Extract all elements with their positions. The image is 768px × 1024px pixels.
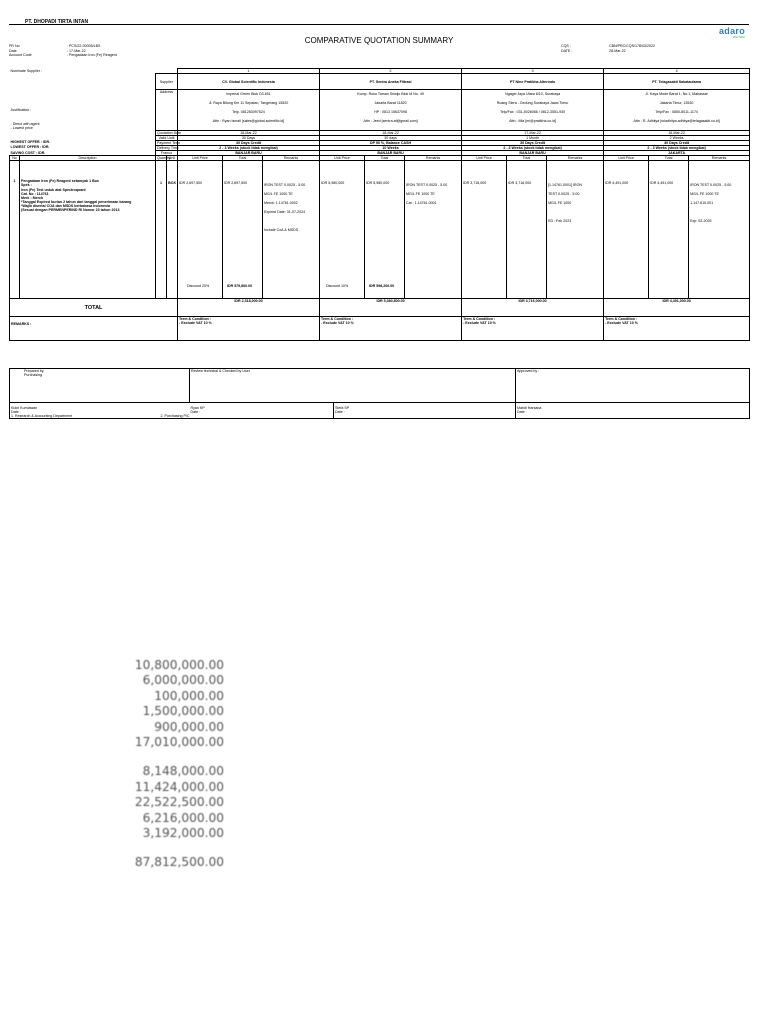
quotation-date-4: 16-Mar-22 (604, 130, 750, 135)
col-no: No (10, 156, 20, 161)
figures-column (108, 658, 224, 871)
valid-until-label: Valid Until (156, 135, 178, 140)
supplier-attn-4: Attn : R. Adhitya [sriadhitya.adhitya@telagasakti.co.id] (633, 119, 720, 124)
pr-no-label: PR No (9, 44, 20, 48)
purchasing-dept: 2. Purchasing PIC (160, 413, 190, 418)
remarks-1: IRON TEST 0.0025 - 5.00 MG/L FE 1000 TE Merck: 1.14761.0002 Expired Date: 31-07-2024 Include CoA & MSDS (263, 161, 320, 299)
supplier-index-4: 4 (604, 69, 750, 74)
header-rule (9, 24, 749, 25)
reviewer2-name: Stefa SP (335, 405, 350, 410)
cqs-number: CBN/PRC/CQS/178/03/2022 (609, 44, 655, 48)
figure-value: 22,522,500.00 (134, 795, 224, 810)
delivery-time-2: 10 Weeks (320, 145, 462, 150)
franco-label: Franco (156, 151, 178, 156)
date-label: Date (9, 48, 17, 53)
address-label: Address (156, 90, 178, 130)
valid-until-2: 30 days (320, 135, 462, 140)
supplier-name-2: PT. Sentra Aneka Filtrasi (320, 74, 462, 90)
discount-label-2: Discount 10% (326, 284, 349, 289)
col-unit-price-4: Unit Price (604, 156, 649, 161)
account-code-label: Account Code (9, 53, 32, 58)
valid-until-1: 30 Days (178, 135, 320, 140)
pr-date: : 17-Mar-22 (67, 48, 86, 53)
reviewer2-date: Date : (335, 409, 345, 414)
col-remarks-1: Remarks (263, 156, 320, 161)
supplier-address-1c: Telp. 081283097524 (232, 110, 265, 115)
col-unit-price-1: Unit Price (178, 156, 223, 161)
unit-price-4: IDR 4,491,000 (604, 161, 649, 299)
approver-date: Date : (517, 409, 527, 414)
supplier-address-2b: Jakarta Barat 11820 (374, 101, 407, 106)
prepared-name: Kukri Kurniawan (11, 405, 38, 410)
brand-logo: adaro WATER (718, 26, 745, 40)
cqs-date-label: DATE : (561, 48, 573, 53)
col-total-3: Total (507, 156, 547, 161)
cqs-meta-values (609, 44, 655, 53)
grand-total-1: IDR 2,318,000.00 (178, 299, 320, 317)
payment-term-1: 30 Days Credit (178, 140, 320, 145)
total-cell-1 (223, 161, 263, 299)
franco-3: BANJAR BARU (462, 151, 604, 156)
payment-term-label: Payment Term (157, 140, 181, 145)
total-4: IDR 4,491,000 (649, 161, 689, 299)
delivery-time-3: 2 - 3 Weeks (stock tidak mengikat) (462, 145, 604, 150)
figure-value: 6,000,000.00 (142, 673, 224, 688)
supplier-address-3b: Ruang Siera - Gedung Surabaya Jawa Timur (496, 101, 569, 106)
saving-cost: SAVING COST : IDR. (10, 150, 46, 155)
unit-price-cell-2 (320, 161, 365, 299)
supplier-address-4c: Telp/Fax : 0850-8011-1174 (655, 110, 698, 115)
pr-meta-values (67, 44, 117, 58)
supplier-name-3: PT Nine Pratikha Alterindo (462, 74, 604, 90)
supplier-attn-1: Attn : Ryan Ismail [sales@global-scientific.id] (212, 119, 285, 124)
total-2: IDR 5,980,000 (366, 181, 390, 186)
total-1: IDR 2,697,500 (224, 181, 248, 186)
supplier-index-2: 2 (320, 69, 462, 74)
supplier-address-3a: Ngagel Jaya Utara 6/10, Surabaya (505, 92, 561, 97)
col-quantity: Quantity (157, 156, 171, 161)
nominate-supplier: Nominate Supplier : (10, 68, 43, 73)
col-remarks-2: Remarks (405, 156, 462, 161)
lowest-price: - Lowest price (10, 125, 33, 130)
quotation-date-3: 17-Mar-22 (462, 130, 604, 135)
discount-value-1: IDR 579,800.00 (227, 284, 253, 289)
company-name: PT. DHOPADI TIRTA INTAN (25, 19, 89, 25)
cqs-label: CQS : (561, 44, 571, 48)
terms-1: Term & Condition : - Exclude VAT 10 % (178, 317, 320, 341)
item-unit: BOX (167, 161, 178, 299)
franco-2: BANJAR BARU (320, 151, 462, 156)
col-unit: Unit (167, 156, 178, 161)
figure-total: 87,812,500.00 (134, 855, 224, 870)
supplier-label: Supplier (156, 74, 178, 90)
approved-by-label: Approved by : (516, 369, 750, 403)
total-3: IDR 3,716,000 (507, 161, 547, 299)
valid-until-3: 1 Month (462, 135, 604, 140)
figure-value: 1,500,000.00 (142, 704, 224, 719)
item-no: 1 (10, 161, 20, 299)
supplier-name-4: PT. Telagasakti Sakatautama (604, 74, 750, 90)
grand-total-2: IDR 5,380,800.00 (320, 299, 462, 317)
unit-price-cell-1 (178, 161, 223, 299)
figure-value: 10,800,000.00 (134, 658, 224, 672)
item-quantity: 1 (156, 161, 167, 299)
col-description: Description (20, 156, 156, 161)
prepared-date: Date : (11, 409, 21, 414)
document-title: COMPARATIVE QUOTATION SUMMARY (304, 36, 454, 45)
col-remarks-3: Remarks (547, 156, 604, 161)
remarks-4: IRON TEST 0.0025 - 5.00 MG/L FE 1000 TE 1.147.610.001 Exp: 02-2025 (689, 161, 750, 299)
reviewer1-name: Ryan KP (190, 405, 205, 410)
pr-no: : PCS/22-00005/LBS (67, 44, 101, 48)
supplier-attn-3: Attn : Mia [mi@pratikha.co.id] (509, 119, 557, 124)
delivery-time-4: 2 - 3 Weeks (stock tidak mengikat) (604, 145, 750, 150)
terms-2: Term & Condition : - Exclude VAT 10 % (320, 317, 462, 341)
grand-total-4: IDR 4,491,000.00 (604, 299, 750, 317)
supplier-index-3: 3 (462, 69, 604, 74)
col-unit-price-2: Unit Price (320, 156, 365, 161)
col-total-1: Total (223, 156, 263, 161)
terms-4: Term & Condition : - Exclude VAT 10 % (604, 317, 750, 341)
figure-value: 900,000.00 (154, 719, 224, 734)
prepared-dept: 1. Research & Accounting Department (11, 413, 73, 418)
comparison-table (9, 68, 750, 341)
supplier-name-1: CV. Global Scientific Indonesia (178, 74, 320, 90)
supplier-address-2c: HP : 0813 15637098 (374, 110, 407, 115)
table-row (10, 161, 750, 299)
pr-meta-labels (9, 44, 32, 58)
reviewer1-signature (160, 403, 334, 419)
prepared-by-cell (10, 369, 190, 403)
approver-name: Mahdi Harsana (517, 405, 542, 410)
reviewed-by-label: Review technical & Checked by User (190, 369, 516, 403)
grand-total-3: IDR 3,716,000.00 (462, 299, 604, 317)
item-description: Pengadaan Iron (Fe) Reagent sebanyak 1 Box Spek : Iron (Fe) Test untuk alat Spectroquant Cat. No : 114761 Merk : Merck *Tanggal Expired burlan 2 tahun dari tanggal penerimaan barang *Wajib disertai COA dan MSDS berbahasa Indonesia (Sesuai dengan PERMENPERIND RI Nomor 23 tahun 2013 (20, 161, 156, 299)
direct-with-agent: - Direct with agent (10, 121, 40, 126)
payment-term-2: DP 50 %, Balance CASH (320, 140, 462, 145)
justification: Justification : (10, 107, 32, 112)
supplier-address-1a: Imperial Green Blok D3 #51 (226, 92, 271, 97)
delivery-time-label: Delivery Time (157, 145, 179, 150)
valid-until-4: 2 Weeks (604, 135, 750, 140)
quotation-date-label: Quotation Date (157, 130, 182, 135)
discount-value-2: IDR 598,200.00 (369, 284, 395, 289)
figure-value: 100,000.00 (154, 688, 224, 703)
payment-term-3: 30 Days Credit (462, 140, 604, 145)
franco-4: JAKARTA (604, 151, 750, 156)
total-label: TOTAL (10, 299, 178, 317)
lowest-offer: LOWEST OFFER : IDR. (10, 145, 50, 150)
remarks-label: REMARKS : (10, 317, 178, 341)
franco-1: BANJAR BARU (178, 151, 320, 156)
signature-table (9, 368, 750, 419)
col-remarks-4: Remarks (689, 156, 750, 161)
reviewer2-signature (334, 403, 516, 419)
delivery-time-1: 2 - 3 Weeks (stock tidak mengikat) (178, 145, 320, 150)
col-total-4: Total (649, 156, 689, 161)
quotation-sheet (9, 18, 749, 418)
figure-value: 6,216,000.00 (142, 810, 224, 825)
supplier-address-4a: Jl. Kaya Mode Barat 1, No.1, Makassar (645, 92, 708, 97)
prepared-by-label: Prepared by, (24, 369, 45, 373)
supplier-index-1: 1 (178, 69, 320, 74)
payment-term-4: 30 Days Credit (604, 140, 750, 145)
remarks-3: [1.14761.0001] IRON TEST 0.0025 - 5.00 MG/L FE 1000 ED : Feb 2023 (547, 161, 604, 299)
unit-price-1: IDR 2,697,500 (179, 181, 203, 186)
figure-value: 8,148,000.00 (142, 764, 224, 779)
col-unit-price-3: Unit Price (462, 156, 507, 161)
highest-offer: HIGHEST OFFER : IDR. (10, 140, 51, 145)
cqs-meta-labels (561, 44, 572, 53)
cqs-date: 28-Mar-22 (609, 48, 626, 53)
col-total-2: Total (365, 156, 405, 161)
supplier-address-2a: Komp. Ruko Taman Sriwijo Blok M No. 49 (357, 92, 424, 97)
supplier-address-1b: Jl. Raya Bitung Km 11 Sepatan, Tangerang 15520 (208, 101, 289, 106)
supplier-attn-2: Attn : Jeed [sentra.af@gmail.com] (363, 119, 418, 124)
approver-signature (516, 403, 750, 419)
quotation-date-2: 18-Mar-22 (320, 130, 462, 135)
quotation-date-1: 18-Mar-22 (178, 130, 320, 135)
reviewer1-date: Date : (190, 409, 201, 414)
account-code: : Pengadaan Iron (Fe) Reagent (67, 53, 117, 58)
figure-value: 3,192,000.00 (142, 825, 224, 840)
unit-price-2: IDR 5,980,000 (321, 181, 345, 186)
unit-price-3: IDR 3,716,000 (462, 161, 507, 299)
purchasing-label: Purchasing (24, 373, 42, 378)
figure-value: 11,424,000.00 (134, 779, 224, 794)
supplier-address-4b: Jakarta Timur, 13530 (659, 101, 694, 106)
total-cell-2 (365, 161, 405, 299)
discount-label-1: Discount 20% (187, 284, 210, 289)
figure-subtotal: 17,010,000.00 (134, 734, 224, 749)
remarks-2: IRON TEST 0.0025 - 5.00 MG/L FE 1000 TE Cat : 1.14761.0001 (405, 161, 462, 299)
supplier-address-3c: Telp/Fax : 031-5026066 / 0812-3551-930 (500, 110, 566, 115)
terms-3: Term & Condition : - Exclude VAT 10 % (462, 317, 604, 341)
